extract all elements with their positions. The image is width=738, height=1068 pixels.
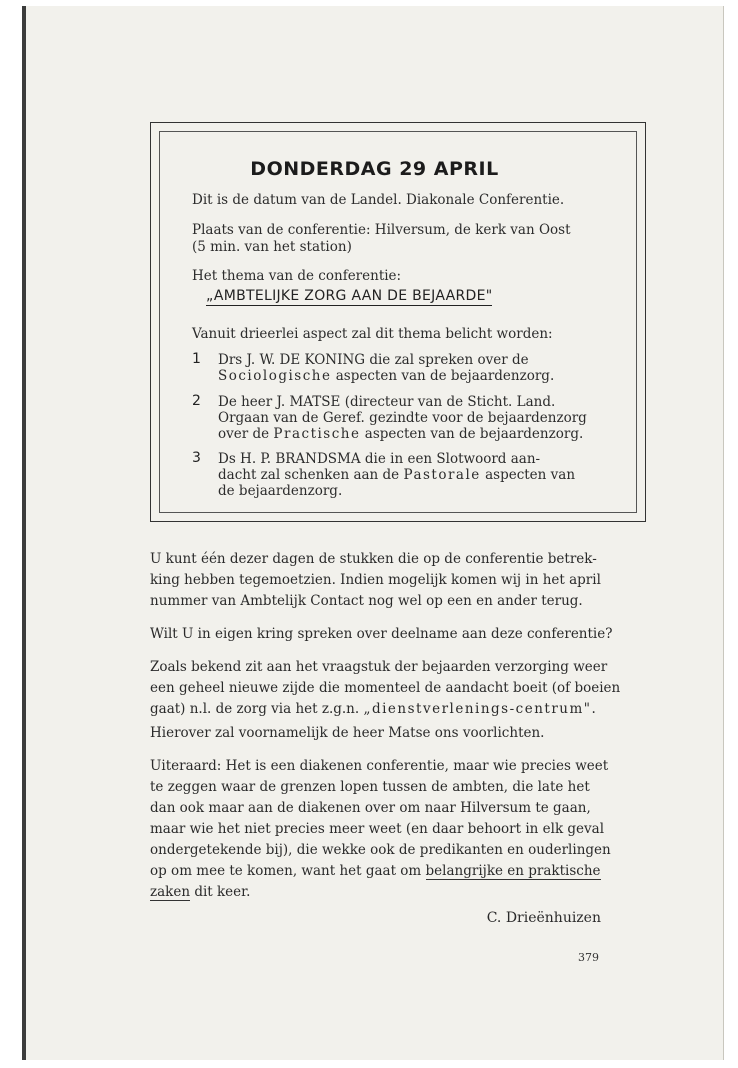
paragraph-5-line: ondergetekende bij), die wekke ook de predikanten en ouderlingen [150, 842, 611, 858]
item-3-line-1: Ds H. P. BRANDSMA die in een Slotwoord aan- [218, 451, 541, 467]
paragraph-5-line: maar wie het niet precies meer weet (en daar behoort in elk geval [150, 821, 605, 837]
item-2-line-1: De heer J. MATSE (directeur van de Sticht. Land. [218, 394, 556, 410]
item-number: 1 [192, 351, 201, 367]
item-number: 3 [192, 450, 201, 466]
item-2-line-3: over de Practische aspecten van de bejaardenzorg. [218, 426, 584, 442]
item-1-line-2: Sociologische aspecten van de bejaardenzorg. [218, 368, 555, 384]
place-line-1: Plaats van de conferentie: Hilversum, de kerk van Oost [192, 222, 571, 238]
paragraph-3-line: Zoals bekend zit aan het vraagstuk der bejaarden verzorging weer [150, 659, 608, 675]
paragraph-5-line: zaken dit keer. [150, 884, 251, 900]
page-number: 379 [578, 951, 599, 964]
paragraph-5-line: dan ook maar aan de diakenen over om naar Hilversum te gaan, [150, 800, 591, 816]
conference-theme: „AMBTELIJKE ZORG AAN DE BEJAARDE" [206, 288, 493, 304]
place-line-2: (5 min. van het station) [192, 239, 352, 255]
signature: C. Drieënhuizen [486, 910, 601, 926]
paragraph-5-line: Uiteraard: Het is een diakenen conferentie, maar wie precies weet [150, 758, 609, 774]
paragraph-1-line: king hebben tegemoetzien. Indien mogelijk komen wij in het april [150, 572, 601, 588]
page [22, 6, 724, 1060]
theme-intro: Het thema van de conferentie: [192, 268, 402, 284]
paragraph-1-line: U kunt één dezer dagen de stukken die op de conferentie betrek- [150, 551, 597, 567]
item-number: 2 [192, 393, 201, 409]
paragraph-4: Hierover zal voornamelijk de heer Matse ons voorlichten. [150, 725, 545, 741]
item-3-line-2: dacht zal schenken aan de Pastorale aspecten van [218, 467, 576, 483]
item-1-line-1: Drs J. W. DE KONING die zal spreken over de [218, 352, 529, 368]
paragraph-3-line: gaat) n.l. de zorg via het z.g.n. „dienstverlenings-centrum". [150, 701, 598, 717]
paragraph-1-line: nummer van Ambtelijk Contact nog wel op een en ander terug. [150, 593, 583, 609]
paragraph-2: Wilt U in eigen kring spreken over deelname aan deze conferentie? [150, 626, 613, 642]
paragraph-5-line: te zeggen waar de grenzen lopen tussen de ambten, die late het [150, 779, 590, 795]
aspects-intro: Vanuit drieerlei aspect zal dit thema belicht worden: [192, 326, 553, 342]
item-2-line-2: Orgaan van de Geref. gezindte voor de bejaardenzorg [218, 410, 587, 426]
paragraph-5-line: op om mee te komen, want het gaat om belangrijke en praktische [150, 863, 601, 879]
paragraph-3-line: een geheel nieuwe zijde die momenteel de aandacht boeit (of boeien [150, 680, 621, 696]
intro-line: Dit is de datum van de Landel. Diakonale Conferentie. [192, 192, 565, 208]
item-3-line-3: de bejaardenzorg. [218, 483, 343, 499]
announcement-heading: DONDERDAG 29 APRIL [250, 158, 499, 180]
